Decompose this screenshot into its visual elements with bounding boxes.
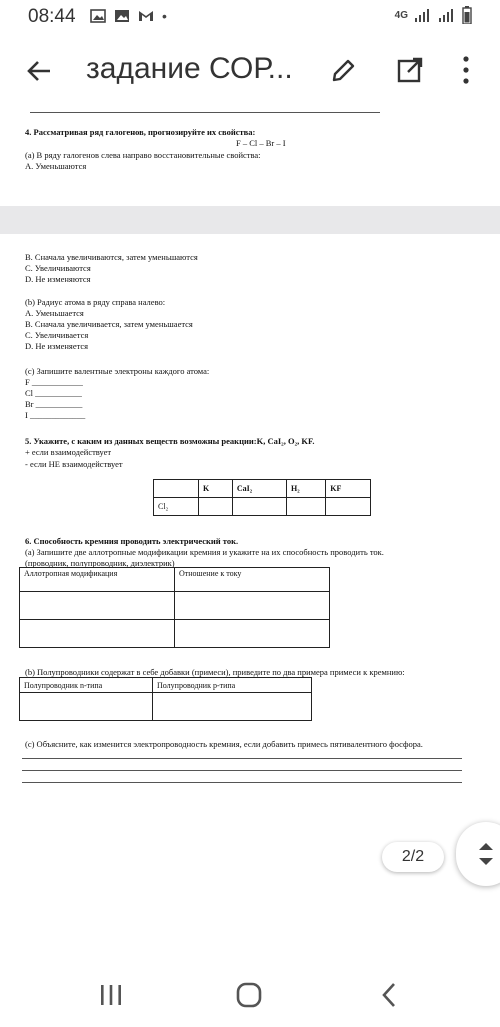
system-icons <box>395 6 472 24</box>
network-type: 4G <box>394 9 408 21</box>
q5-table-header-cell: K <box>199 480 233 498</box>
recent-apps-icon[interactable] <box>99 984 123 1006</box>
top-rule <box>30 112 380 113</box>
q5-table-header-cell: H₂ <box>286 480 325 498</box>
q4c-f: F ____________ <box>25 377 83 387</box>
status-time: 08:44 <box>28 6 76 27</box>
answer-line[interactable] <box>22 782 462 783</box>
q4-series: F – Cl – Br – I <box>236 138 286 148</box>
q4b-option-d: D. Не изменяется <box>25 341 89 351</box>
signal-icon <box>414 8 432 22</box>
q6b-table-header-row <box>20 678 312 693</box>
q6b-question: (b) Полупроводники содержат в себе добавки (примеси), приведите по два примера примеси к кремнию: <box>25 667 405 677</box>
q4a-option-c: C. Увеличиваются <box>25 263 91 273</box>
battery-icon <box>462 6 472 24</box>
gmail-icon <box>138 9 154 23</box>
q4c-cl: Cl ___________ <box>25 388 82 398</box>
q4c-i: I _____________ <box>25 410 86 420</box>
q5-table-header-row <box>154 480 371 498</box>
page-separator <box>0 206 500 234</box>
q4c-br: Br ___________ <box>25 399 83 409</box>
q4a-question: (a) В ряду галогенов слева направо восстановительные свойства: <box>25 150 261 160</box>
q5-table-cell[interactable] <box>232 498 286 516</box>
document-title: задание СОР... <box>86 52 293 85</box>
q5-table-row <box>154 498 371 516</box>
answer-line[interactable] <box>22 770 462 771</box>
signal-icon-2 <box>438 8 456 22</box>
q5-table-header-cell <box>154 480 199 498</box>
q6a-table-row <box>20 592 330 620</box>
q6b-table-cell[interactable] <box>153 693 312 721</box>
q6b-table <box>19 677 312 721</box>
q5-table-cell[interactable] <box>286 498 325 516</box>
scroll-arrows-icon <box>476 839 496 869</box>
status-bar <box>0 0 500 34</box>
q6c-question: (c) Объясните, как изменится электропроводность кремния, если добавить примесь пятивалентного фосфора. <box>25 739 423 749</box>
q4b-option-b: B. Сначала увеличивается, затем уменьшается <box>25 319 193 329</box>
q5-table-header-cell: CaI₂ <box>232 480 286 498</box>
q4a-option-b: B. Сначала увеличиваются, затем уменьшаются <box>25 252 198 262</box>
edit-pencil-icon[interactable] <box>330 56 358 84</box>
q6a-question: (a) Запишите две аллотропные модификации кремния и укажите на их способность проводить ток. <box>25 547 384 557</box>
document-page-1 <box>0 108 500 206</box>
document-page-2 <box>0 234 500 812</box>
q6a-table-header-cell: Отношение к току <box>175 568 330 592</box>
q5-title: 5. Укажите, с каким из данных веществ возможны реакции:K, CaI₂, O₂, KF. <box>25 436 315 446</box>
q6a-table-cell[interactable] <box>175 592 330 620</box>
more-vert-icon[interactable] <box>460 54 472 86</box>
page-indicator: 2/2 <box>382 842 444 872</box>
q6b-table-cell[interactable] <box>20 693 153 721</box>
q4a-option-a: A. Уменьшаются <box>25 161 87 171</box>
q5-table-header-cell: KF <box>326 480 371 498</box>
q6a-table-cell[interactable] <box>20 592 175 620</box>
image-icon <box>114 9 130 23</box>
open-external-icon[interactable] <box>396 56 424 84</box>
back-arrow-icon[interactable] <box>24 56 54 86</box>
q6b-table-header-cell: Полупроводник n-типа <box>20 678 153 693</box>
q4b-option-a: A. Уменьшается <box>25 308 84 318</box>
app-bar <box>0 34 500 108</box>
q5-minus: - если НЕ взаимодействует <box>25 459 123 469</box>
q6b-table-header-cell: Полупроводник p-типа <box>153 678 312 693</box>
q4b-question: (b) Радиус атома в ряду справа налево: <box>25 297 166 307</box>
answer-line[interactable] <box>22 758 462 759</box>
q6b-table-row <box>20 693 312 721</box>
home-icon[interactable] <box>236 982 262 1008</box>
notification-icons <box>90 8 167 24</box>
q6a-table-cell[interactable] <box>20 620 175 648</box>
q6a-table <box>19 567 330 648</box>
q4-title: 4. Рассматривая ряд галогенов, прогнозируйте их свойства: <box>25 127 256 137</box>
scroll-handle[interactable] <box>456 822 500 886</box>
q5-table-cell[interactable] <box>199 498 233 516</box>
back-nav-icon[interactable] <box>380 982 398 1008</box>
q6a-table-cell[interactable] <box>175 620 330 648</box>
q4a-option-d: D. Не изменяются <box>25 274 91 284</box>
q4b-option-c: C. Увеличивается <box>25 330 89 340</box>
q5-table-row-label: Cl₂ <box>154 498 199 516</box>
q5-plus: + если взаимодействует <box>25 447 112 457</box>
q6-title: 6. Способность кремния проводить электрический ток. <box>25 536 239 546</box>
q6a-table-row <box>20 620 330 648</box>
q6a-table-header-row <box>20 568 330 592</box>
q6a-table-header-cell: Аллотропная модификация <box>20 568 175 592</box>
q6a-note: (проводник, полупроводник, диэлектрик) <box>25 558 175 568</box>
q5-table-cell[interactable] <box>326 498 371 516</box>
notification-dot: • <box>162 8 167 24</box>
gallery-icon <box>90 9 106 23</box>
q5-table <box>153 479 371 516</box>
q4c-question: (c) Запишите валентные электроны каждого атома: <box>25 366 210 376</box>
system-navigation-bar <box>0 960 500 1027</box>
